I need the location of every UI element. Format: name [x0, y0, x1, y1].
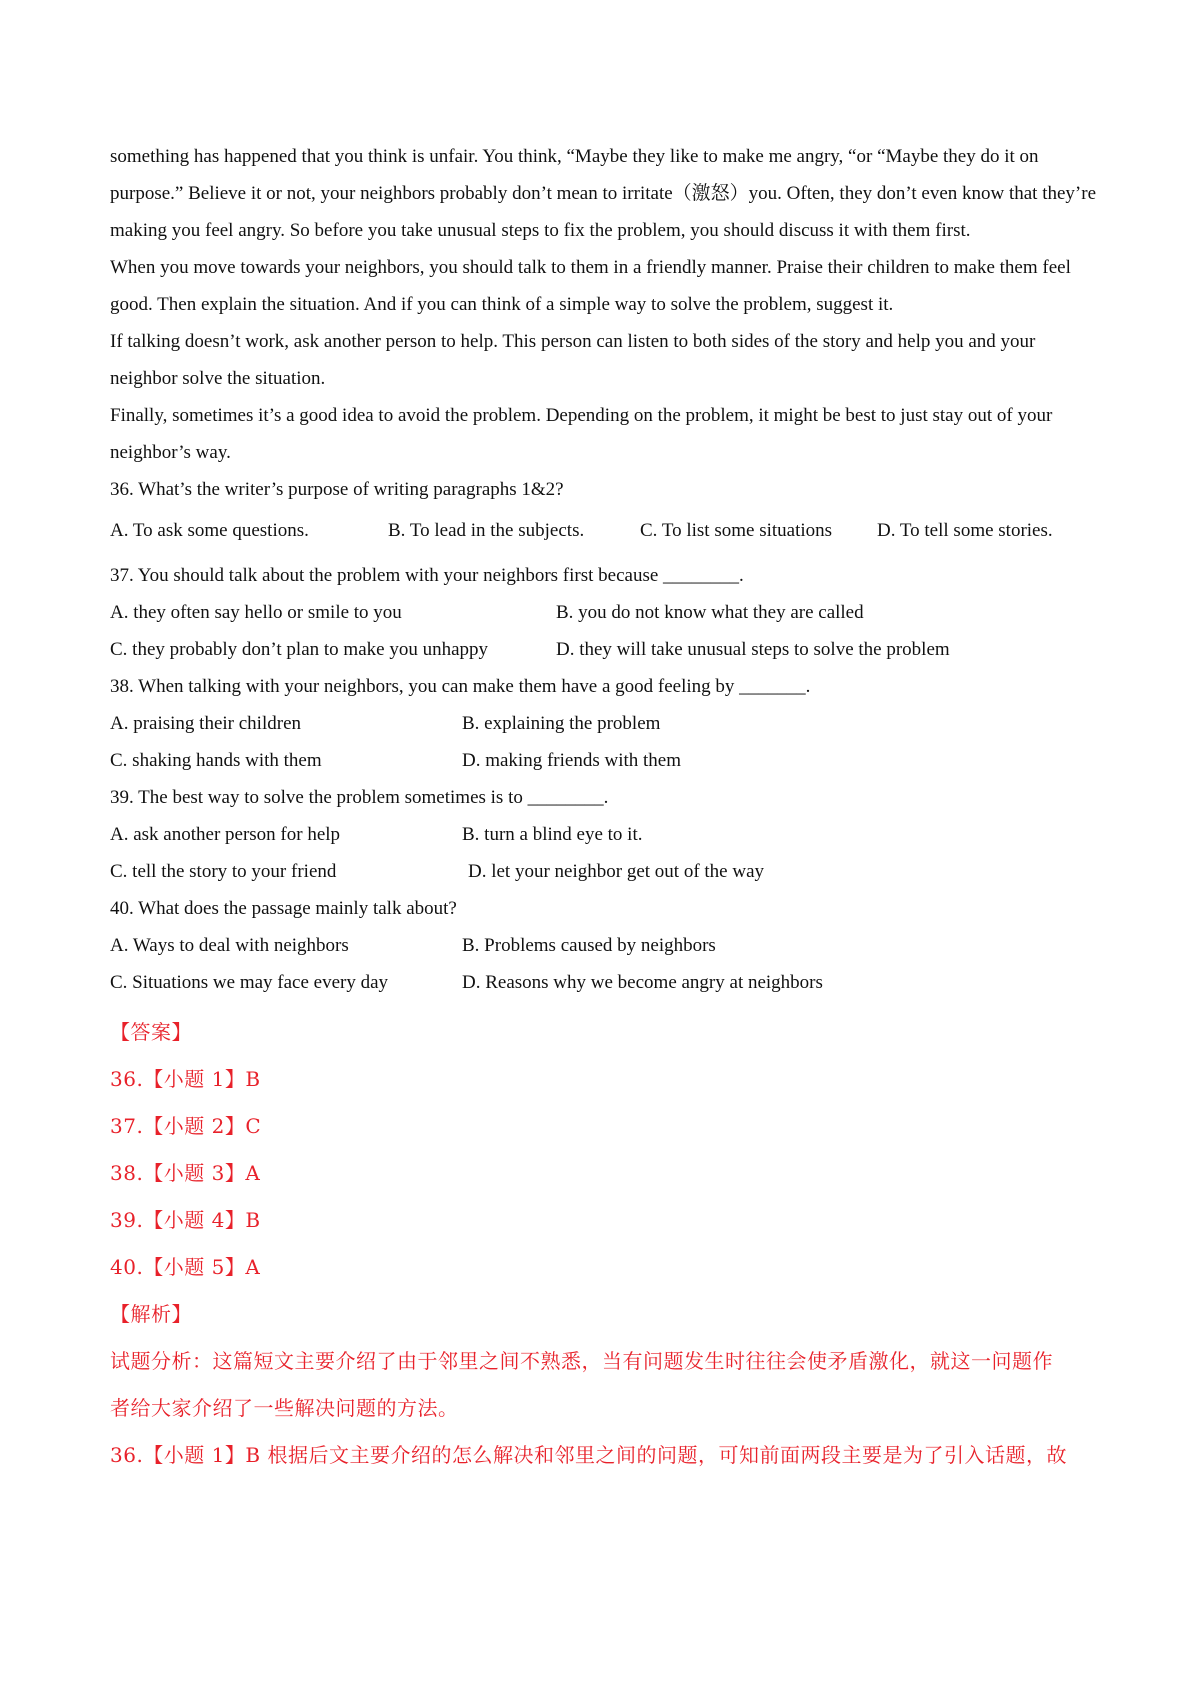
analysis-line-2: 者给大家介绍了一些解决问题的方法。	[110, 1396, 459, 1420]
option-d: D. they will take unusual steps to solve the problem	[556, 639, 950, 660]
question-36-options	[110, 512, 1105, 549]
option-d: D. To tell some stories.	[877, 520, 1053, 541]
question-38-stem: 38. When talking with your neighbors, you can make them have a good feeling by _______.	[110, 676, 811, 697]
option-c: C. To list some situations	[640, 520, 833, 541]
option-b: B. you do not know what they are called	[556, 602, 864, 623]
question-37-options-row-2	[110, 631, 1105, 668]
answer-39: 39.【小题 4】B	[110, 1208, 261, 1232]
option-b: B. turn a blind eye to it.	[462, 824, 643, 845]
question-40-options-row-2	[110, 964, 1105, 1001]
question-39-options-row-2	[110, 853, 1105, 890]
document-page	[110, 138, 1105, 1479]
question-40-options-row-1	[110, 927, 1105, 964]
question-38-options-row-2	[110, 742, 1105, 779]
option-a: A. To ask some questions.	[110, 520, 309, 541]
answer-40: 40.【小题 5】A	[110, 1255, 261, 1279]
option-c: C. Situations we may face every day	[110, 972, 389, 993]
option-d: D. let your neighbor get out of the way	[468, 861, 765, 882]
answer-38: 38.【小题 3】A	[110, 1161, 261, 1185]
passage-paragraph-2: When you move towards your neighbors, you should talk to them in a friendly manner. Praise their children to make them feel good. Then explain the situation. And if you can think of a simple way to solve the problem, suggest it.	[110, 257, 1071, 315]
option-d: D. making friends with them	[462, 750, 681, 771]
option-c: C. shaking hands with them	[110, 750, 322, 771]
option-b: B. explaining the problem	[462, 713, 661, 734]
passage-paragraph-4: Finally, sometimes it’s a good idea to avoid the problem. Depending on the problem, it might be best to just stay out of your neighbor’s way.	[110, 405, 1053, 463]
question-39-options-row-1	[110, 816, 1105, 853]
option-a: A. they often say hello or smile to you	[110, 602, 402, 623]
question-40-stem: 40. What does the passage mainly talk about?	[110, 898, 457, 919]
answer-36: 36.【小题 1】B	[110, 1067, 261, 1091]
answer-heading: 【答案】	[110, 1020, 192, 1044]
option-a: A. praising their children	[110, 713, 302, 734]
option-a: A. Ways to deal with neighbors	[110, 935, 349, 956]
question-39-stem: 39. The best way to solve the problem sometimes is to ________.	[110, 787, 609, 808]
option-b: B. To lead in the subjects.	[388, 520, 585, 541]
option-c: C. they probably don’t plan to make you unhappy	[110, 639, 489, 660]
answer-37: 37.【小题 2】C	[110, 1114, 262, 1138]
question-38-options-row-1	[110, 705, 1105, 742]
analysis-line-3: 36.【小题 1】B 根据后文主要介绍的怎么解决和邻里之间的问题，可知前面两段主要是为了引入话题，故	[110, 1443, 1067, 1467]
option-d: D. Reasons why we become angry at neighbors	[462, 972, 823, 993]
passage-paragraph-1: something has happened that you think is unfair. You think, “Maybe they like to make me angry, “or “Maybe they do it on purpose.” Believe it or not, your neighbors probably don’t mean to irritate（激怒）you. Often, they don’t even know that they’re making you feel angry. So before you take unusual steps to fix the problem, you should discuss it with them first.	[110, 146, 1097, 241]
question-37-options-row-1	[110, 594, 1105, 631]
analysis-line-1: 试题分析：这篇短文主要介绍了由于邻里之间不熟悉，当有问题发生时往往会使矛盾激化，就这一问题作	[110, 1349, 1053, 1373]
option-c: C. tell the story to your friend	[110, 861, 337, 882]
question-36-stem: 36. What’s the writer’s purpose of writing paragraphs 1&2?	[110, 479, 564, 500]
option-a: A. ask another person for help	[110, 824, 341, 845]
analysis-heading: 【解析】	[110, 1302, 192, 1326]
option-b: B. Problems caused by neighbors	[462, 935, 716, 956]
passage-paragraph-3: If talking doesn’t work, ask another person to help. This person can listen to both sides of the story and help you and your neighbor solve the situation.	[110, 331, 1036, 389]
question-37-stem: 37. You should talk about the problem with your neighbors first because ________.	[110, 565, 744, 586]
